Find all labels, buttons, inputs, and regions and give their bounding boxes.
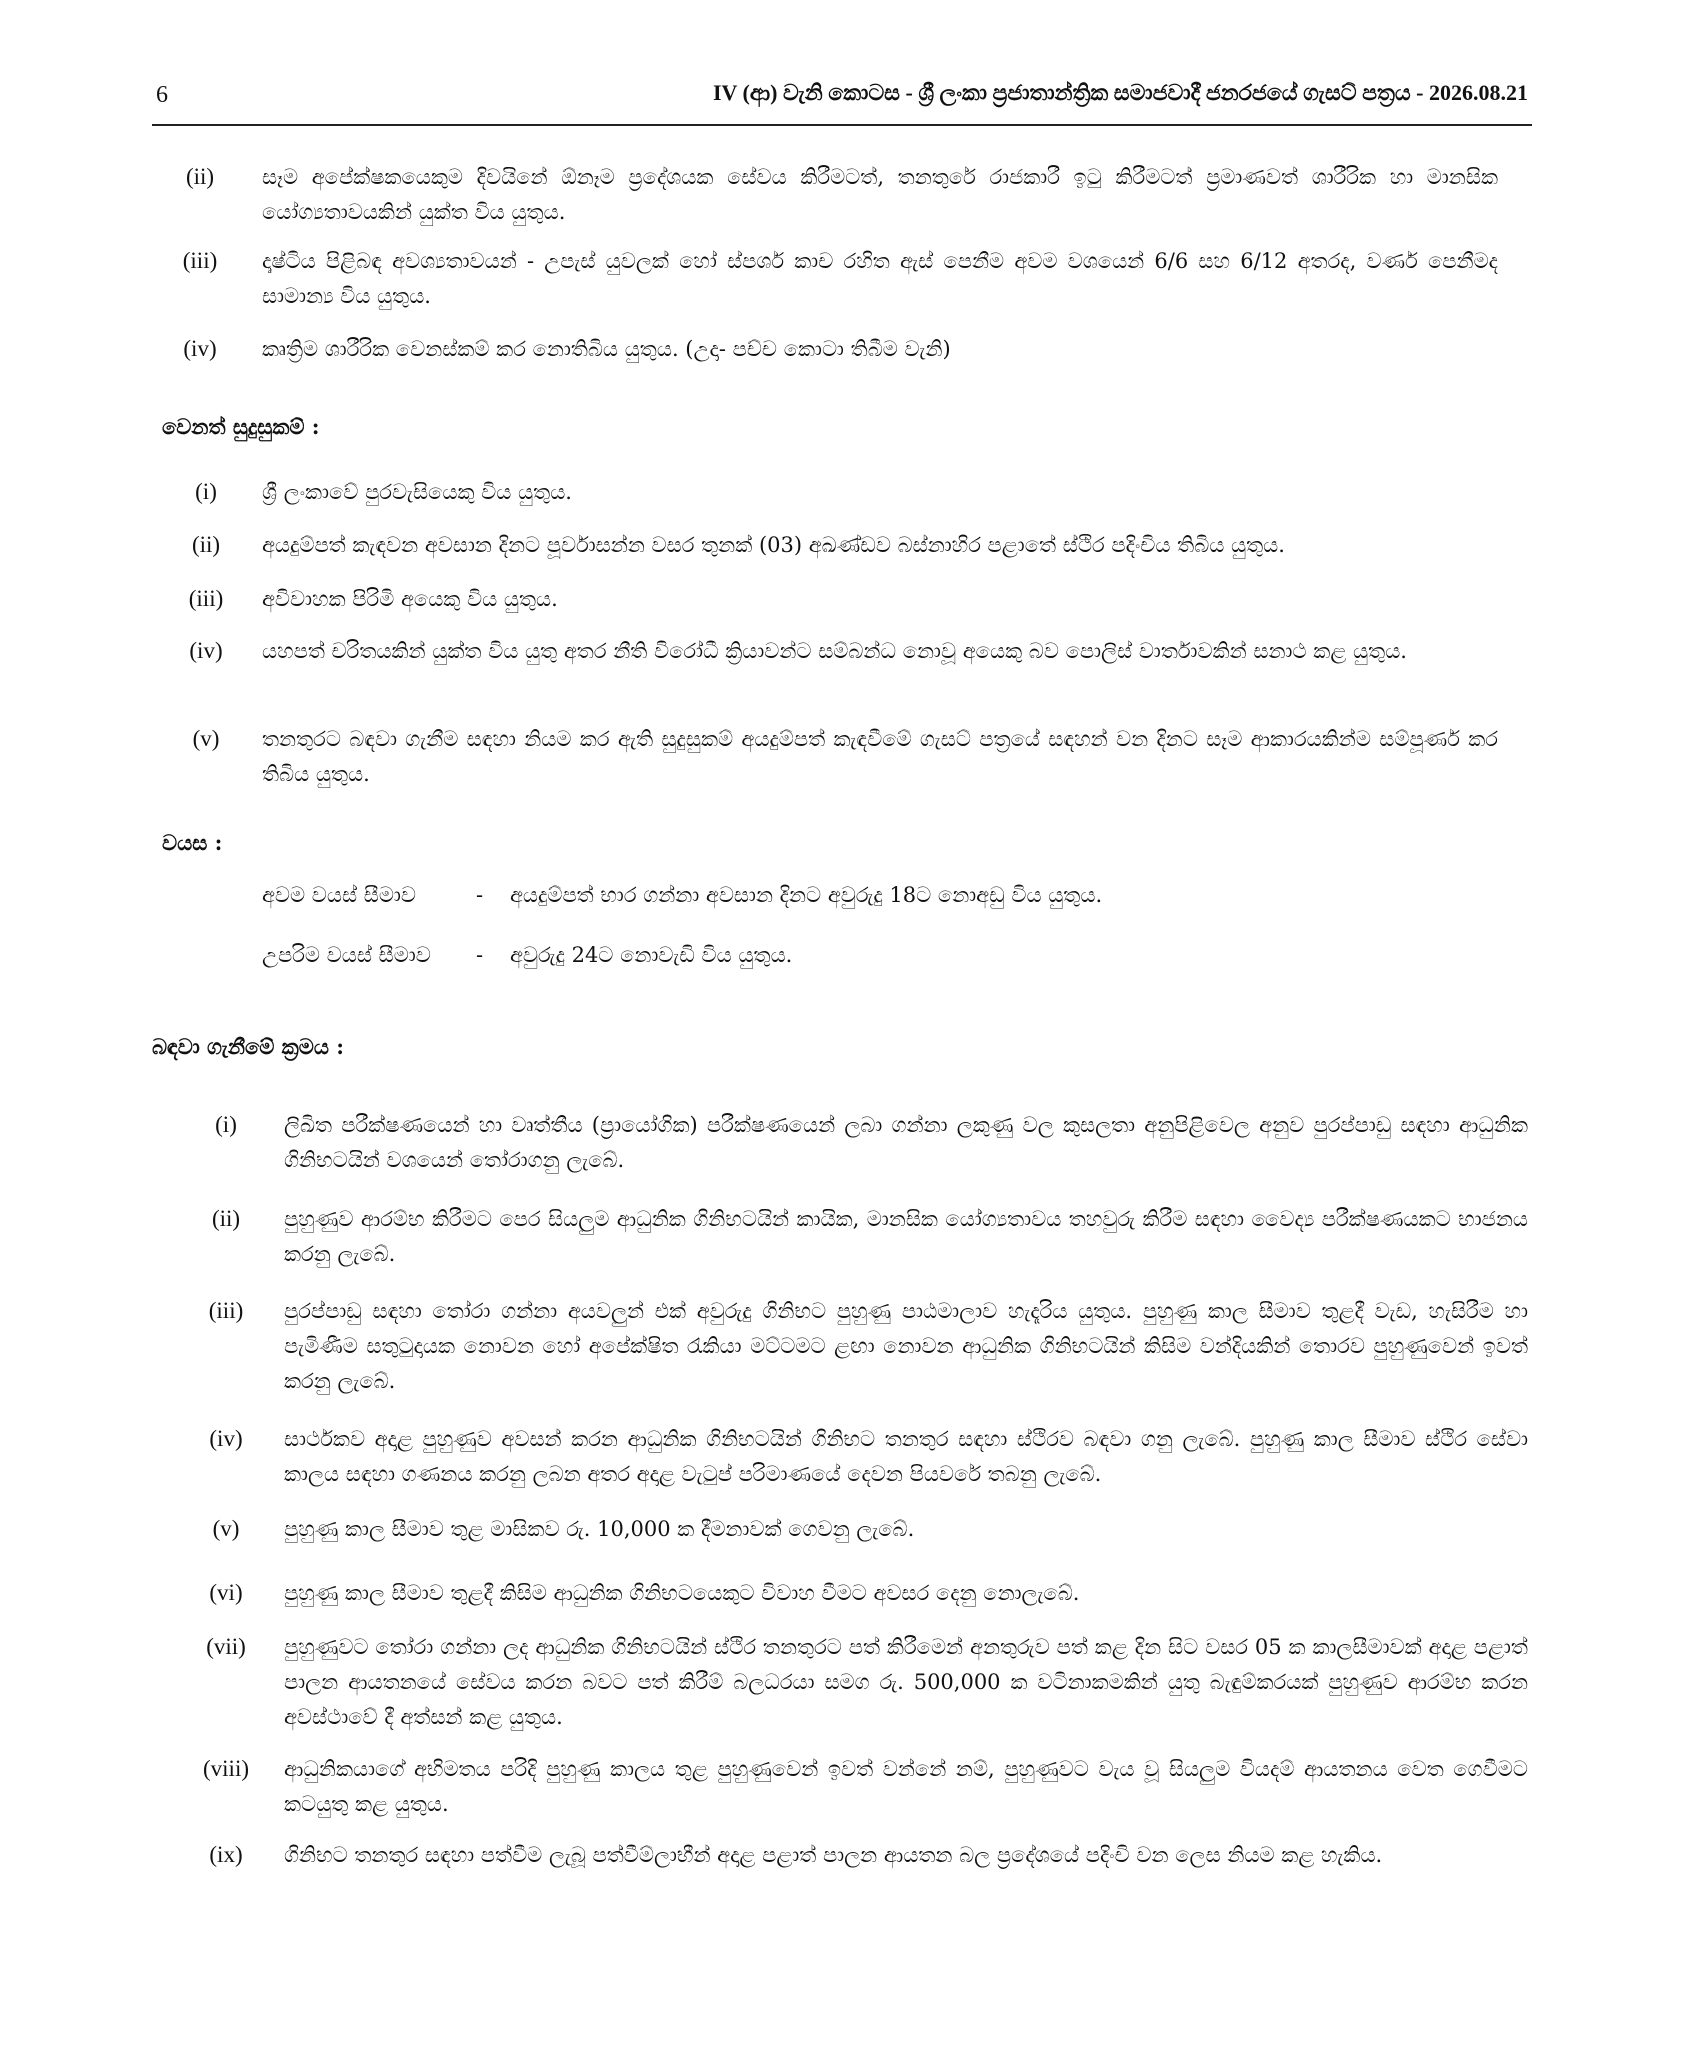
other-qualifications-heading: වෙනත් සුදුසුකම් :: [162, 414, 320, 439]
recruitment-heading: බඳවා ගැනීමේ ක්‍රමය :: [152, 1034, 344, 1059]
item-number: (viii): [203, 1756, 249, 1781]
item-number: (iv): [189, 638, 223, 663]
item-number: (ii): [211, 1206, 241, 1231]
item-number: (i): [215, 1112, 237, 1137]
item-text: දෘෂ්ටිය පිළිබඳ අවශ්‍යතාවයන් - උපැස් යුවලක් හෝ ස්පර්ශ කාච රහිත ඇස් පෙනීම අවම වශයෙන් 6/6 සහ 6/12 අතරද, වර්ණ පෙනීමද සාමාන්‍ය විය යුතුය.: [262, 249, 1498, 308]
item-number: (vi): [209, 1580, 243, 1605]
page-header: [152, 78, 1532, 126]
running-head: IV (ආ) වැනි කොටස - ශ්‍රී ලංකා ප්‍රජාතාන්ත්‍රික සමාජවාදී ජනරජයේ ගැසට් පත්‍රය - 2026.08.21: [712, 80, 1528, 105]
item-number: (vii): [206, 1634, 246, 1659]
item-number: (v): [192, 726, 220, 751]
max-age-text: අවුරුදු 24ට නොවැඩි විය යුතුය.: [510, 943, 793, 967]
item-number: (ii): [191, 532, 221, 557]
item-number: (iii): [208, 1298, 244, 1323]
item-number: (iv): [209, 1426, 243, 1451]
item-text: ශ්‍රී ලංකාවේ පුරවැසියෙකු විය යුතුය.: [262, 480, 572, 504]
min-age-text: අයදුම්පත් භාර ගන්නා අවසාන දිනට අවුරුදු 18ට නොඅඩු විය යුතුය.: [510, 883, 1103, 907]
item-number: (iii): [182, 248, 218, 273]
item-number: (iii): [188, 586, 224, 611]
page-number: 6: [156, 82, 168, 108]
item-number: (i): [195, 479, 217, 504]
age-heading: වයස :: [162, 830, 223, 855]
item-number: (v): [212, 1516, 240, 1541]
item-text: තනතුරට බඳවා ගැනීම සඳහා නියම කර ඇති සුදුසුකම් අයදුම්පත් කැඳවීමේ ගැසට් පත්‍රයේ සඳහන් වන දිනට සෑම ආකාරයකින්ම සම්පූර්ණ කර තිබිය යුතුය.: [262, 727, 1498, 786]
item-text: සෑම අපේක්ෂකයෙකුම දිවයිනේ ඕනෑම ප්‍රදේශයක සේවය කිරීමටත්, තනතුරේ රාජකාරී ඉටු කිරීමටත් ප්‍රමාණවත් ශාරීරික හා මානසික යෝග්‍යතාවයකින් යුක්ත විය යුතුය.: [262, 165, 1498, 224]
item-number: (iv): [183, 336, 217, 361]
item-text: ආධුනිකයාගේ අභිමතය පරිදි පුහුණු කාලය තුළ පුහුණුවෙන් ඉවත් වන්නේ නම්, පුහුණුවට වැය වූ සියලුම වියදම් ආයතනය වෙත ගෙවීමට කටයුතු කළ යුතුය.: [284, 1757, 1528, 1816]
item-text: පුහුණු කාල සීමාව තුළදී කිසිම ආධුනික ගිනිභටයෙකුට විවාහ වීමට අවසර දෙනු නොලැබේ.: [284, 1581, 1080, 1605]
item-text: ගිනිභට තනතුර සඳහා පත්වීම ලැබූ පත්වීම්ලාභීන් අදාළ පළාත් පාලන ආයතන බල ප්‍රදේශයේ පදිංචි වන ලෙස නියම කළ හැකිය.: [284, 1843, 1383, 1867]
item-number: (ii): [185, 164, 215, 189]
item-text: ලිඛිත පරීක්ෂණයෙන් හා වෘත්තීය (ප්‍රායෝගික) පරීක්ෂණයෙන් ලබා ගන්නා ලකුණු වල කුසලතා අනුපිළිවෙල අනුව පුරප්පාඩු සඳහා ආධුනික ගිනිභටයින් වශයෙන් තෝරාගනු ලැබේ.: [284, 1113, 1528, 1172]
item-text: යහපත් චරිතයකින් යුක්ත විය යුතු අතර නීති විරෝධී ක්‍රියාවන්ට සම්බන්ධ නොවූ අයෙකු බව පොලිස් වාර්තාවකින් සනාථ කළ යුතුය.: [262, 639, 1407, 663]
item-text: සාර්ථකව අදාළ පුහුණුව අවසන් කරන ආධුනික ගිනිභටයින් ගිනිභට තනතුර සඳහා ස්ථිරව බඳවා ගනු ලැබේ. පුහුණු කාල සීමාව ස්ථිර සේවා කාලය සඳහා ගණනය කරනු ලබන අතර අදාළ වැටුප් පරිමාණයේ දෙවන පියවරේ තබනු ලැබේ.: [284, 1427, 1528, 1486]
item-text: අවිවාහක පිරිමි අයෙකු විය යුතුය.: [262, 587, 558, 611]
min-age-dash: -: [476, 883, 484, 907]
item-text: පුහුණුව ආරම්භ කිරීමට පෙර සියලුම ආධුනික ගිනිභටයින් කායික, මානසික යෝග්‍යතාවය තහවුරු කිරීම සඳහා වෛද්‍ය පරීක්ෂණයකට භාජනය කරනු ලැබේ.: [284, 1207, 1528, 1266]
max-age-label: උපරිම වයස් සීමාව: [262, 943, 431, 967]
item-text: පුහුණු කාල සීමාව තුළ මාසිකව රු. 10,000 ක දීමනාවක් ගෙවනු ලැබේ.: [284, 1517, 915, 1541]
item-text: පුරප්පාඩු සඳහා තෝරා ගන්නා අයවලුන් එක් අවුරුදු ගිනිභට පුහුණු පාඨමාලාව හැදෑරිය යුතුය. පුහුණු කාල සීමාව තුළදී වැඩ, හැසිරීම හා පැමිණීම සතුටුදායක නොවන හෝ අපේක්ෂිත රැකියා මට්ටමට ළඟා නොවන ආධුනික ගිනිභටයින් කිසිම වන්දියකින් තොරව පුහුණුවෙන් ඉවත් කරනු ලැබේ.: [284, 1299, 1528, 1393]
item-text: කෘත්‍රිම ශාරීරික වෙනස්කම් කර නොතිබිය යුතුය. (උදා- පච්ච කොටා තිබීම වැනි): [262, 337, 951, 361]
item-text: පුහුණුවට තෝරා ගන්නා ලද ආධුනික ගිනිභටයින් ස්ථිර තනතුරට පත් කිරීමෙන් අනතුරුව පත් කළ දින සිට වසර 05 ක කාලසීමාවක් අදාළ පළාත් පාලන ආයතනයේ සේවය කරන බවට පත් කිරීම් බලධරයා සමග රු. 500,000 ක වටිනාකමකින් යුතු බැඳුම්කරයක් පුහුණුව ආරම්භ කරන අවස්ථාවේ දී අත්සන් කළ යුතුය.: [284, 1635, 1528, 1729]
item-number: (ix): [209, 1842, 243, 1867]
max-age-dash: -: [476, 943, 484, 967]
item-text: අයදුම්පත් කැඳවන අවසාන දිනට පූර්වාසන්න වසර තුනක් (03) අඛණ්ඩව බස්නාහිර පළාතේ ස්ථිර පදිංචිය තිබිය යුතුය.: [262, 533, 1285, 557]
min-age-label: අවම වයස් සීමාව: [262, 883, 416, 907]
